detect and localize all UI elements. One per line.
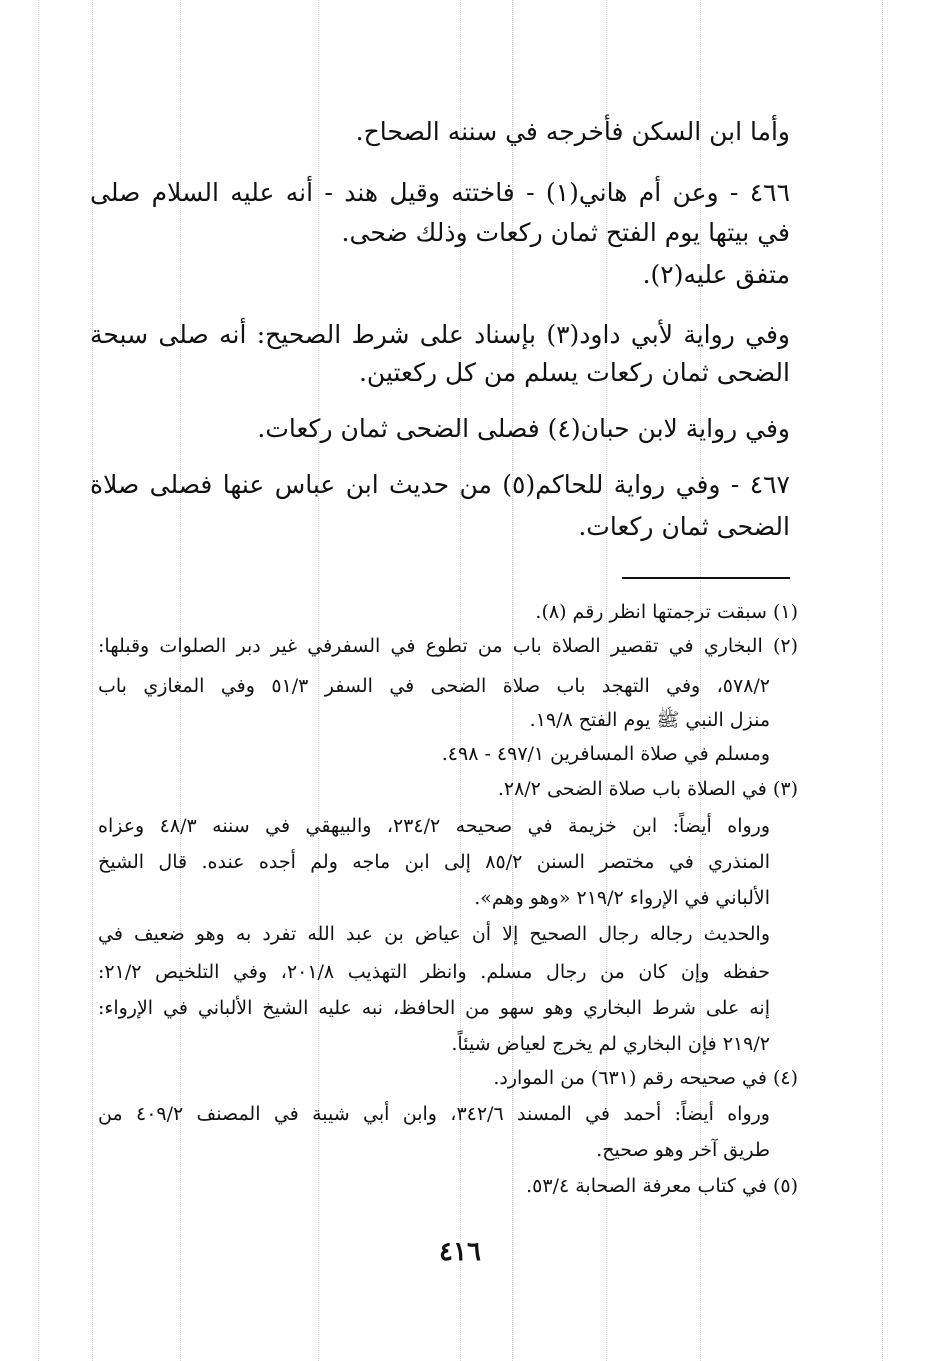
footnote-line: ورواه أيضاً: أحمد في المسند ٣٤٢/٦، وابن أبي شيبة في المصنف ٤٠٩/٢ من	[98, 1103, 770, 1125]
footnote-4: (٤) في صحيحه رقم (٦٣١) من الموارد.	[493, 1067, 798, 1089]
footnote-line: الألباني في الإرواء ٢١٩/٢ «وهو وهم».	[474, 887, 770, 909]
body-line: الضحى ثمان ركعات يسلم من كل ركعتين.	[358, 358, 790, 387]
hadith-466-line: ٤٦٦ - وعن أم هاني(١) - فاختته وقيل هند - أنه عليه السلام صلى	[90, 178, 791, 207]
footnote-3: (٣) في الصلاة باب صلاة الضحى ٢٨/٢.	[497, 778, 798, 800]
footnote-line: إنه على شرط البخاري وهو سهو من الحافظ، نبه عليه الشيخ الألباني في الإرواء:	[98, 997, 770, 1019]
hadith-467-line: ٤٦٧ - وفي رواية للحاكم(٥) من حديث ابن عباس عنها فصلى صلاة	[90, 470, 790, 499]
footnote-5: (٥) في كتاب معرفة الصحابة ٥٣/٤.	[526, 1175, 798, 1197]
page-number: ٤١٦	[439, 1237, 481, 1267]
scan-artifact-line	[882, 0, 883, 1361]
body-line: الضحى ثمان ركعات.	[578, 512, 790, 541]
scan-artifact-line	[38, 0, 39, 1361]
footnote-line: طريق آخر وهو صحيح.	[596, 1139, 770, 1161]
footnote-2: (٢) البخاري في تقصير الصلاة باب من تطوع في السفرفي غير دبر الصلوات وقبلها:	[98, 635, 798, 657]
footnote-line: ٥٧٨/٢، وفي التهجد باب صلاة الضحى في السفر ٥١/٣ وفي المغازي باب	[98, 675, 771, 697]
footnote-line: المنذري في مختصر السنن ٨٥/٢ إلى ابن ماجه ولم أجده عنده. قال الشيخ	[98, 851, 770, 873]
footnote-line: حفظه وإن كان من رجال مسلم. وانظر التهذيب ٢٠١/٨، وفي التلخيص ٢١/٢:	[98, 961, 770, 983]
footnote-line: ومسلم في صلاة المسافرين ٤٩٧/١ - ٤٩٨.	[441, 743, 770, 765]
footnote-line: منزل النبي ﷺ يوم الفتح ١٩/٨.	[529, 709, 770, 731]
takhrij-line: متفق عليه(٢).	[642, 260, 790, 289]
body-line: وأما ابن السكن فأخرجه في سننه الصحاح.	[355, 117, 790, 146]
footnote-line: ٢١٩/٢ فإن البخاري لم يخرج لعياض شيئاً.	[451, 1033, 770, 1055]
footnote-line: ورواه أيضاً: ابن خزيمة في صحيحه ٢٣٤/٢، والبيهقي في سننه ٤٨/٣ وعزاه	[98, 815, 770, 837]
body-line: وفي رواية لأبي داود(٣) بإسناد على شرط الصحيح: أنه صلى سبحة	[90, 320, 790, 349]
footnote-1: (١) سبقت ترجمتها انظر رقم (٨).	[535, 601, 798, 623]
footnote-separator	[622, 577, 790, 579]
footnote-line: والحديث رجاله رجال الصحيح إلا أن عياض بن عبد الله تفرد به وهو ضعيف في	[98, 923, 770, 945]
body-line: وفي رواية لابن حبان(٤) فصلى الضحى ثمان ركعات.	[257, 414, 790, 443]
body-line: في بيتها يوم الفتح ثمان ركعات وذلك ضحى.	[341, 218, 790, 247]
